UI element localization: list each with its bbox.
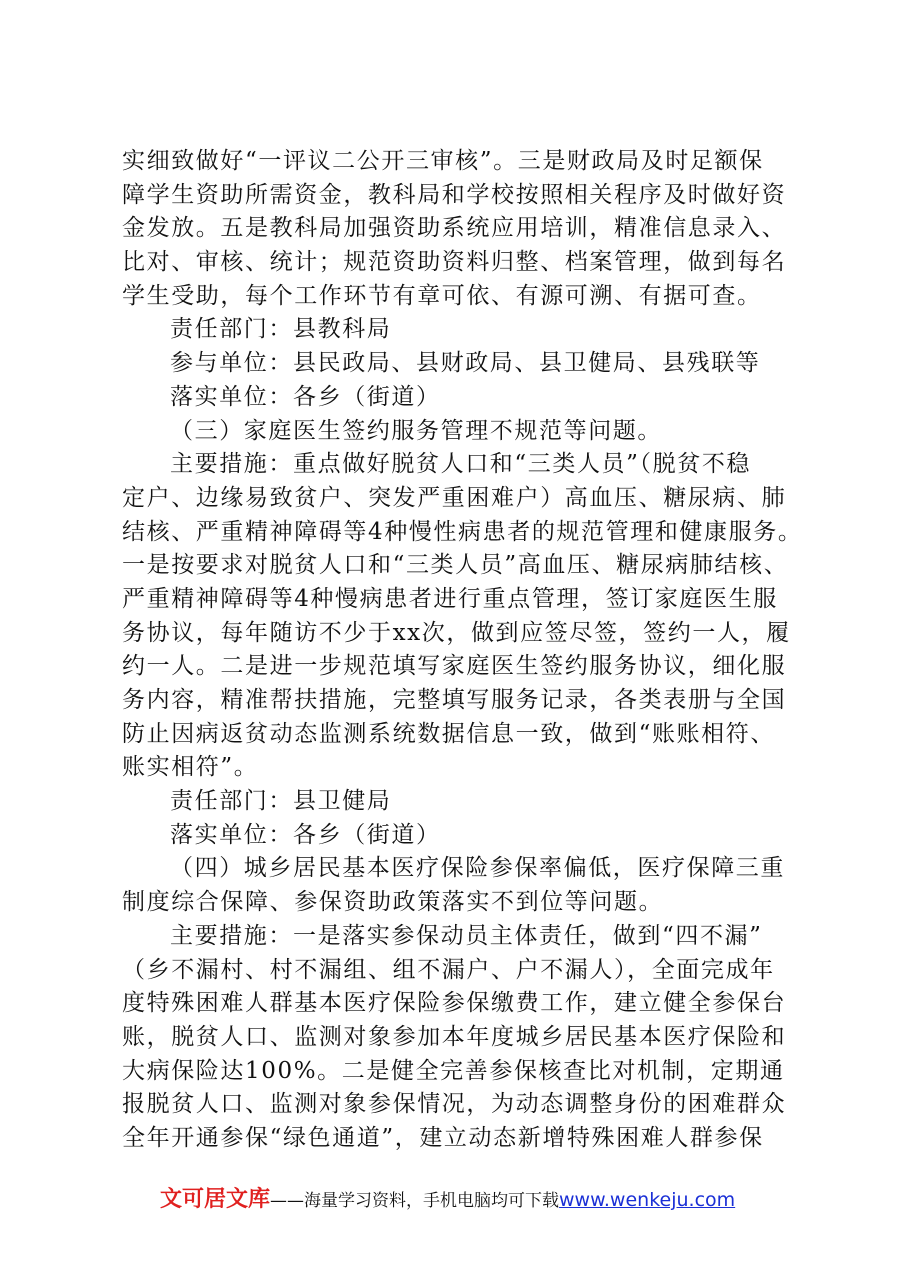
text-line: 务内容，精准帮扶措施，完整填写服务记录，各类表册与全国: [122, 687, 787, 713]
participating-units-line: 参与单位：县民政局、县财政局、县卫健局、县残联等: [170, 350, 761, 377]
text-line: 账实相符”。: [122, 754, 259, 781]
implementing-units-line: 落实单位：各乡（街道）: [170, 821, 441, 848]
text-line: 约一人。二是进一步规范填写家庭医生签约服务协议，细化服: [122, 653, 787, 680]
text-line: 度特殊困难人群基本医疗保险参保缴费工作，建立健全参保台: [122, 990, 787, 1017]
text-line: 结核、严重精神障碍等4种慢性病患者的规范管理和健康服务。: [122, 518, 803, 545]
text-line: 主要措施：一是落实参保动员主体责任，做到“四不漏”: [170, 922, 763, 949]
text-line: 学生受助，每个工作环节有章可依、有源可溯、有据可查。: [122, 282, 762, 309]
text-line: 账，脱贫人口、监测对象参加本年度城乡居民基本医疗保险和: [122, 1023, 787, 1050]
footer-slogan: ——海量学习资料，手机电脑均可下载: [270, 1191, 560, 1211]
text-line: 比对、审核、统计；规范资助资料归整、档案管理，做到每名: [122, 249, 787, 276]
text-line: 大病保险达100%。二是健全完善参保核查比对机制，定期通: [122, 1057, 785, 1084]
implementing-units-line: 落实单位：各乡（街道）: [170, 383, 441, 410]
text-line: 障学生资助所需资金，教科局和学校按照相关程序及时做好资: [122, 181, 787, 208]
footer-site-link[interactable]: www.wenkeju.com: [559, 1189, 736, 1211]
text-line: 一是按要求对脱贫人口和“三类人员”高血压、糖尿病肺结核、: [122, 552, 789, 579]
footer-watermark: [160, 1182, 780, 1212]
text-line: 全年开通参保“绿色通道”，建立动态新增特殊困难人群参保: [122, 1124, 764, 1151]
section-heading: （三）家庭医生签约服务管理不规范等问题。: [170, 417, 662, 444]
text-line: （乡不漏村、村不漏组、组不漏户、户不漏人），全面完成年: [122, 956, 775, 983]
text-line: 严重精神障碍等4种慢病患者进行重点管理，签订家庭医生服: [122, 585, 778, 612]
document-body: [122, 145, 802, 1156]
text-line: 制度综合保障、参保资助政策落实不到位等问题。: [122, 889, 664, 916]
text-line: 报脱贫人口、监测对象参保情况，为动态调整身份的困难群众: [122, 1091, 787, 1118]
section-heading: （四）城乡居民基本医疗保险参保率偏低，医疗保障三重: [170, 855, 785, 882]
text-line: 主要措施：重点做好脱贫人口和“三类人员”（脱贫不稳: [170, 451, 752, 478]
footer-brand: 文可居文库: [160, 1187, 271, 1212]
text-line: 务协议，每年随访不少于xx次，做到应签尽签，签约一人，履: [122, 619, 791, 646]
text-line: 防止因病返贫动态监测系统数据信息一致，做到“账账相符、: [122, 720, 775, 747]
responsible-dept-line: 责任部门：县卫健局: [170, 788, 392, 815]
text-line: 定户、边缘易致贫户、突发严重困难户）高血压、糖尿病、肺: [122, 484, 787, 511]
responsible-dept-line: 责任部门：县教科局: [170, 316, 392, 343]
text-line: 金发放。五是教科局加强资助系统应用培训，精准信息录入、: [122, 215, 787, 242]
text-line: 实细致做好“一评议二公开三审核”。三是财政局及时足额保: [122, 148, 764, 174]
